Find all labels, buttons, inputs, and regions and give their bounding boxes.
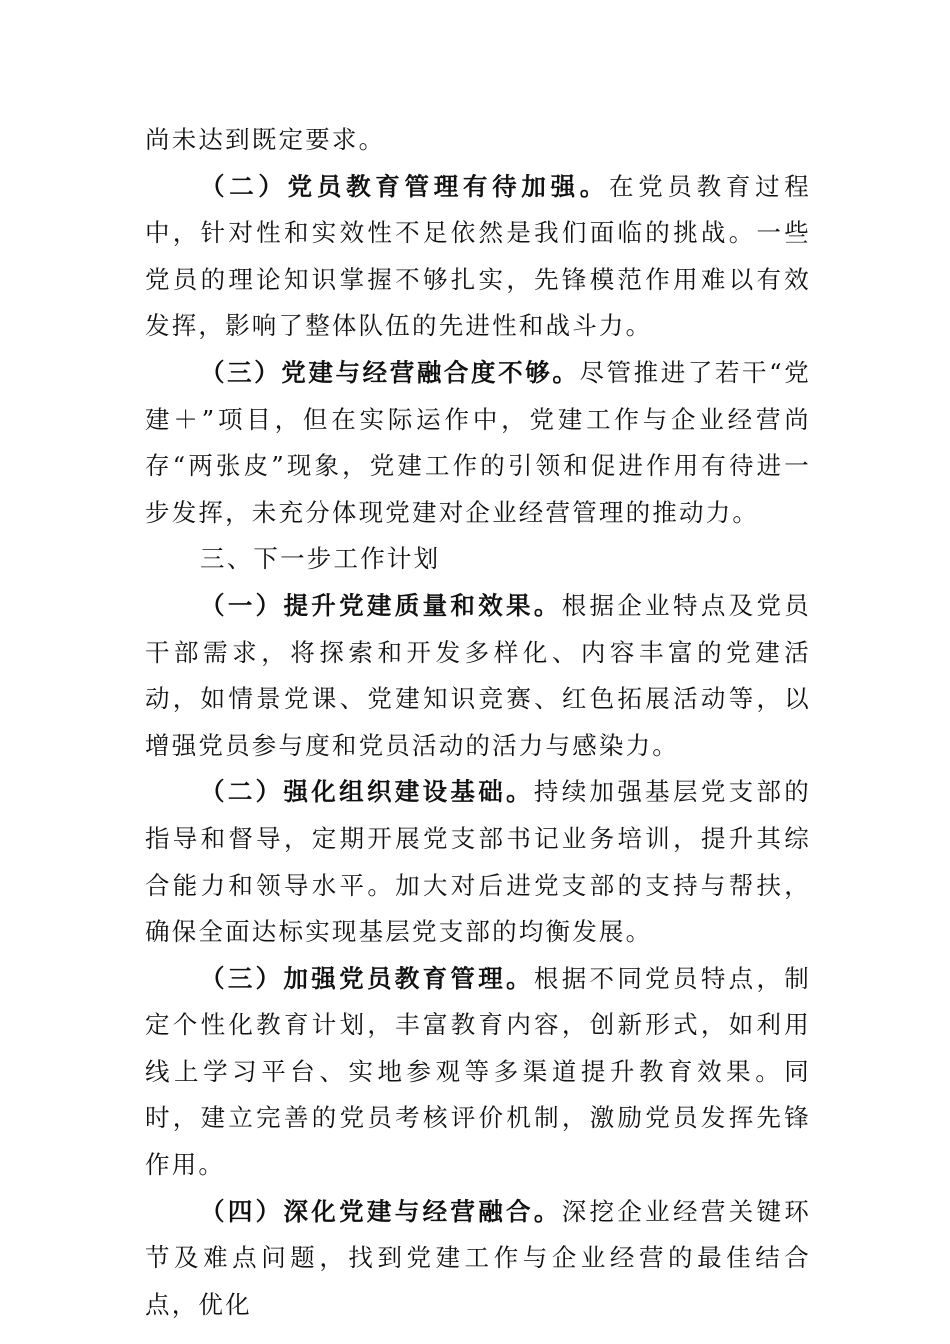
paragraph-lead: （四）深化党建与经营融合。 (200, 1196, 562, 1226)
section-heading: 三、下一步工作计划 (200, 544, 441, 574)
paragraph-lead: （三）加强党员教育管理。 (200, 963, 534, 993)
problem-paragraph-2 (145, 164, 811, 350)
plan-paragraph-2 (145, 769, 811, 955)
paragraph-body: 深挖企业经营关键环节及难点问题，找到党建工作与企业经营的最佳结合点，优化 (145, 1196, 811, 1319)
paragraph-lead: （三）党建与经营融合度不够。 (200, 357, 580, 387)
paragraph-lead: （二）党员教育管理有待加强。 (200, 171, 609, 201)
paragraph-body: 在党员教育过程中，针对性和实效性不足依然是我们面临的挑战。一些党员的理论知识掌握不够扎实，先锋模范作用难以有效发挥，影响了整体队伍的先进性和战斗力。 (145, 171, 811, 341)
paragraph-lead: （一）提升党建质量和效果。 (200, 590, 562, 620)
continuation-paragraph: 尚未达到既定要求。 (145, 125, 386, 154)
paragraph-lead: （二）强化组织建设基础。 (200, 777, 534, 807)
plan-paragraph-1 (145, 583, 811, 769)
document-page (145, 117, 811, 1328)
plan-paragraph-3 (145, 956, 811, 1189)
plan-paragraph-4 (145, 1189, 811, 1329)
paragraph-body: 尽管推进了若干“党建＋”项目，但在实际运作中，党建工作与企业经营尚存“两张皮”现象，党建工作的引领和促进作用有待进一步发挥，未充分体现党建对企业经营管理的推动力。 (145, 357, 811, 527)
problem-paragraph-3 (145, 350, 811, 536)
paragraph-body: 根据不同党员特点，制定个性化教育计划，丰富教育内容，创新形式，如利用线上学习平台、实地参观等多渠道提升教育效果。同时，建立完善的党员考核评价机制，激励党员发挥先锋作用。 (145, 963, 812, 1180)
paragraph-body: 持续加强基层党支部的指导和督导，定期开展党支部书记业务培训，提升其综合能力和领导水平。加大对后进党支部的支持与帮扶，确保全面达标实现基层党支部的均衡发展。 (145, 777, 812, 947)
paragraph-body: 根据企业特点及党员干部需求，将探索和开发多样化、内容丰富的党建活动，如情景党课、党建知识竞赛、红色拓展活动等，以增强党员参与度和党员活动的活力与感染力。 (145, 590, 811, 760)
